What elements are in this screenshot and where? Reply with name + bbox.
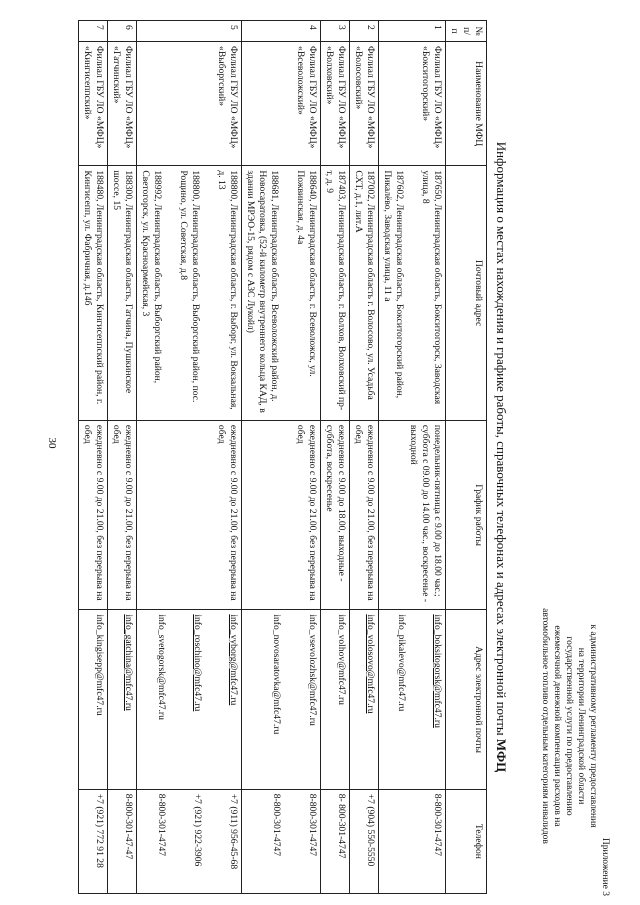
email-link[interactable]: info_pikalevo@mfc47.ru [396,614,407,712]
table-header-row [446,21,487,894]
cell-name: Филиал ГБУ ЛО «МФЦ» «Бокситогорский» [379,42,446,166]
address-line: 188681, Ленинградская область, Всеволожский район, д. Новосаратовка, (52-й километр внутреннего кольца КАД, в здании МРЭО-15, рядом с АЗС Лукойл) [245,170,280,413]
cell-email [79,610,108,789]
cell-name: Филиал ГБУ ЛО «МФЦ» «Волосовский» [350,42,379,166]
cell-num: 3 [321,21,350,42]
cell-phone [137,789,242,893]
cell-num: 4 [242,21,321,42]
cell-num: 7 [79,21,108,42]
address-line: 188800, Ленинградская область, г. Выборг, ул. Вокзальная, д. 13 [216,170,239,410]
rotated-sheet [62,14,617,900]
appendix-line: автомобильное топливо отдельным категориям инвалидов [540,608,550,844]
cell-name: Филиал ГБУ ЛО «МФЦ» «Волховский» [321,42,350,166]
table-row [79,21,108,894]
cell-schedule: ежедневно с 9.00 до 21.00, без перерыва на обед [242,420,321,609]
email-link[interactable]: info_volosovo@mfc47.ru [365,614,376,714]
email-link[interactable]: info_kingisepp@mfc47.ru [94,614,105,716]
title-text: Информация о местах нахождения и графике работы, справочных телефонах и адресах электронной почты [494,141,509,736]
cell-num: 6 [108,21,137,42]
cell-schedule: ежедневно с 9.00 до 21.00, без перерыва на обед [350,420,379,609]
cell-name: Филиал ГБУ ЛО «МФЦ» «Выборгский» [137,42,242,166]
appendix-line: ежемесячной денежной компенсации расходов на [552,625,562,827]
phone-line: 8-800-301-4747 [271,793,282,857]
cell-schedule: ежедневно с 9.00 до 21.00, без перерыва на обед [79,420,108,609]
cell-schedule: понедельник-пятница с 9.00 до 18.00 час.; суббота с 09.00 до 14.00 час., воскресенье - выходной [379,420,446,609]
email-link[interactable]: info_svetogorsk@mfc47.ru [156,614,167,720]
email-link[interactable]: info_novosaratovka@mfc47.ru [271,614,282,735]
cell-phone: 8-800-301-47-47 [108,789,137,893]
cell-phone: 8-800-301-4747 [379,789,446,893]
document-title [493,14,509,900]
cell-address: 188480, Ленинградская область, Кингисеппский район, г. Кингисепп, ул. Фабричная, д.14б [79,166,108,421]
page-number: 30 [46,437,58,449]
cell-email [137,610,242,789]
email-link[interactable]: info_volhov@mfc47.ru [336,614,347,705]
cell-email [242,610,321,789]
cell-address [379,166,446,421]
cell-email [379,610,446,789]
cell-phone: +7 (921) 772 91 28 [79,789,108,893]
cell-address [137,166,242,421]
appendix-line: к административному регламенту предоставления [588,624,598,828]
cell-schedule: ежедневно с 9.00 до 18.00, выходные - суббота, воскресенье [321,420,350,609]
email-link[interactable]: info_roschino@mfc47.ru [192,614,203,712]
table-row [137,21,242,894]
email-link[interactable]: info_boksitogorsk@mfc47.ru [432,614,443,728]
address-line: 188992, Ленинградская область, Выборгский район, Светогорск, ул. Красноармейская, 3 [140,170,163,384]
address-line: 188640, Ленинградская область, г. Всеволожск, ул. Пожвинская, д. 4а [295,170,318,377]
cell-phone: +7 (904) 550-5550 [350,789,379,893]
header-schedule: График работы [446,420,487,609]
phone-line: +7 (921) 922-3906 [192,793,203,867]
mfc-table [78,20,487,894]
cell-phone [242,789,321,893]
cell-num: 1 [379,21,446,42]
cell-address: 187002, Ленинградская область г. Волосово, ул. Усадьба СХТ, д.1, лит.А [350,166,379,421]
address-line: 187650, Ленинградская область, Бокситогорск, Заводская улица, 8 [420,170,443,405]
cell-phone: 8- 800-301-4747 [321,789,350,893]
table-row [350,21,379,894]
table-row [242,21,321,894]
email-link[interactable]: info_vsevolozhsk@mfc47.ru [307,614,318,726]
header-num: № п/п [446,21,487,42]
cell-email [108,610,137,789]
header-email: Адрес электронной почты [446,610,487,789]
cell-email [321,610,350,789]
cell-schedule: ежедневно с 9.00 до 21.00, без перерыва на обед [137,420,242,609]
phone-line: 8-800-301-4747 [307,793,318,857]
appendix-line: Приложение 3 [600,837,610,896]
address-line: 187602, Ленинградская область, Бокситогорский район, Пикалёво, Заводская улица, 11 а [382,170,405,399]
header-name: Наименование МФЦ [446,42,487,166]
appendix-line: государственной услуги по предоставлению [564,636,574,816]
cell-num: 2 [350,21,379,42]
table-row [321,21,350,894]
phone-line: +7 (911) 956-45-68 [228,793,239,870]
header-phone: Телефон [446,789,487,893]
email-link[interactable]: info_vyborg@mfc47.ru [228,614,239,706]
appendix-line: на территории Ленинградской области [576,647,586,805]
cell-address [242,166,321,421]
appendix-note [539,556,611,896]
cell-email [350,610,379,789]
header-address: Почтовый адрес [446,166,487,421]
table-row [379,21,446,894]
email-link[interactable]: info_gatchina@mfc47.ru [123,614,134,711]
phone-line: 8-800-301-4747 [156,793,167,857]
cell-num: 5 [137,21,242,42]
cell-name: Филиал ГБУ ЛО «МФЦ» «Всеволожский» [242,42,321,166]
table-row [108,21,137,894]
address-line: 188800, Ленинградская область, Выборгский район, пос. Рощино, ул. Советская, д.8 [178,170,201,403]
cell-schedule: ежедневно с 9.00 до 21.00, без перерыва на обед [108,420,137,609]
cell-name: Филиал ГБУ ЛО «МФЦ» «Кингисеппский» [79,42,108,166]
title-bold: МФЦ [494,738,509,773]
cell-address: 187403, Ленинградская область, г. Волхов, Волховский пр-т, д. 9 [321,166,350,421]
cell-address: 188300, Ленинградская область, Гатчина, Пушкинское шоссе, 15 [108,166,137,421]
cell-name: Филиал ГБУ ЛО «МФЦ» «Гатчинский» [108,42,137,166]
